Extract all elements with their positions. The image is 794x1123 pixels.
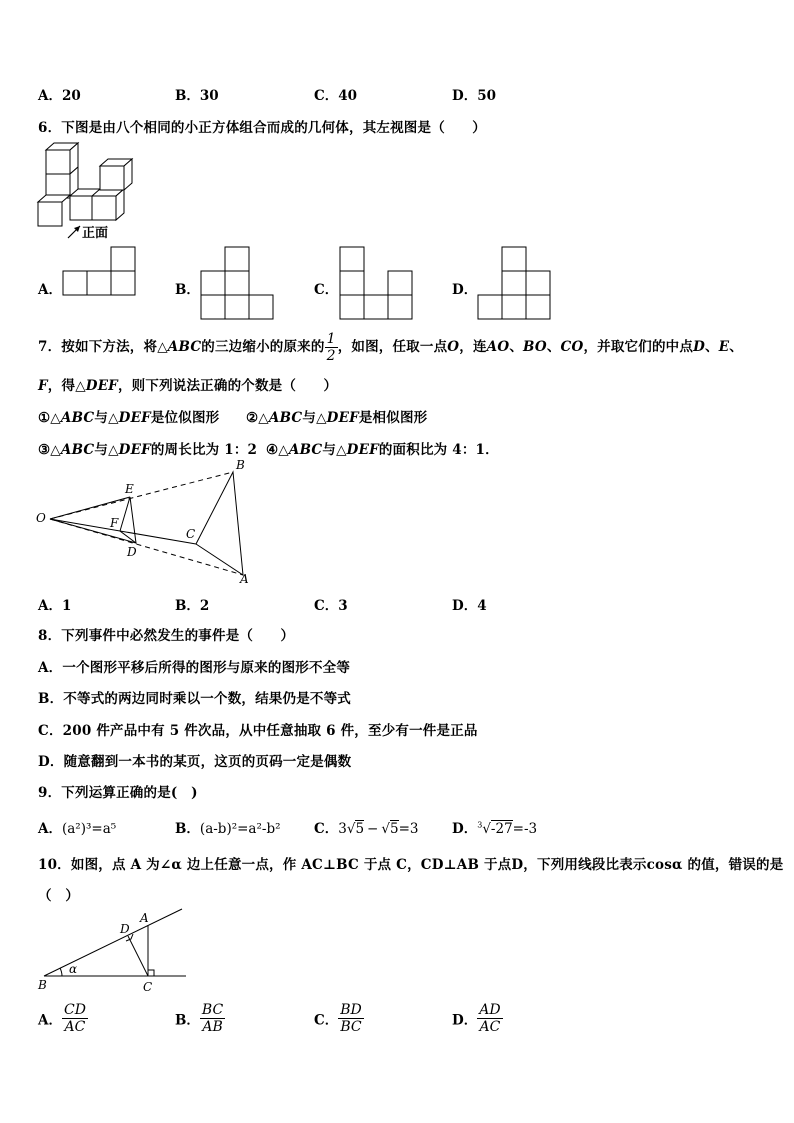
q9-stem: 9．下列运算正确的是( ) bbox=[38, 785, 198, 801]
q7-option-c: C．3 bbox=[314, 598, 348, 614]
q10-option-c: C． $\frac{BD}{BC}$ bbox=[314, 1002, 362, 1035]
q6-view-c bbox=[339, 246, 415, 320]
fraction: $\frac{AD}{AC}$ bbox=[479, 1002, 501, 1035]
fraction: $\frac{BC}{AB}$ bbox=[201, 1002, 224, 1035]
q6-stem: 6．下图是由八个相同的小正方体组合而成的几何体，其左视图是（ ） bbox=[38, 120, 486, 136]
cube bbox=[38, 202, 62, 226]
q5-option-c: C．40 bbox=[314, 88, 358, 104]
cube bbox=[46, 150, 70, 174]
q6-view-b bbox=[200, 246, 276, 320]
point-label-c2: C bbox=[143, 980, 153, 994]
triangle-abc bbox=[196, 472, 243, 575]
fraction: $\frac{BD}{BC}$ bbox=[340, 1002, 362, 1035]
sqrt-symbol: √ bbox=[346, 821, 356, 837]
right-angle-c bbox=[148, 970, 154, 976]
ray-ba bbox=[44, 909, 182, 976]
q6-option-c: C． bbox=[314, 282, 339, 298]
q8-option-b: B．不等式的两边同时乘以一个数，结果仍是不等式 bbox=[38, 691, 352, 707]
q6-view-a bbox=[62, 246, 138, 296]
sqrt-symbol: √ bbox=[482, 821, 491, 837]
q10-stem-line2: （ ） bbox=[38, 888, 80, 904]
q7-statement-4: ④△ABC与△DEF的面积比为 4：1． bbox=[266, 442, 499, 458]
q10-option-d: D． $\frac{AD}{AC}$ bbox=[452, 1002, 501, 1035]
q6-option-d: D． bbox=[452, 282, 478, 298]
angle-alpha-arc bbox=[60, 968, 62, 976]
q7-statement-2: ②△ABC与△DEF是相似图形 bbox=[246, 410, 428, 426]
cube bbox=[70, 196, 94, 220]
point-label-d: D bbox=[127, 545, 137, 559]
segment-cd bbox=[128, 936, 148, 976]
q9-option-d: D．$^3$√-27=-3 bbox=[452, 820, 538, 837]
q10-option-a: A． $\frac{CD}{AC}$ bbox=[38, 1002, 86, 1035]
angle-label-alpha: α bbox=[69, 962, 78, 976]
q6-option-a: A． bbox=[38, 282, 62, 298]
q5-option-a: A．20 bbox=[38, 88, 81, 104]
q10-option-b: B． $\frac{BC}{AB}$ bbox=[175, 1002, 224, 1035]
cube bbox=[46, 174, 70, 198]
q7-option-a: A．1 bbox=[38, 598, 72, 614]
q8-option-d: D．随意翻到一本书的某页，这页的页码一定是偶数 bbox=[38, 754, 352, 770]
q5-option-d: D．50 bbox=[452, 88, 496, 104]
q7-option-b: B．2 bbox=[175, 598, 210, 614]
point-label-e: E bbox=[125, 482, 134, 496]
q8-option-c: C．200 件产品中有 5 件次品，从中任意抽取 6 件，至少有一件是正品 bbox=[38, 723, 478, 739]
point-label-a2: A bbox=[140, 911, 149, 925]
q7-statement-3: ③△ABC与△DEF的周长比为 1：2 bbox=[38, 442, 258, 458]
q7-stem-line1: 7．按如下方法，将△ABC的三边缩小的原来的 $\frac{1}{2}$ ，如图，任取一点O，连AO、BO、CO，并取它们的中点D、E、 bbox=[38, 331, 743, 364]
point-label-b2: B bbox=[38, 978, 47, 992]
point-label-c: C bbox=[186, 527, 196, 541]
point-label-b: B bbox=[236, 458, 245, 472]
q7-statement-1: ①△ABC与△DEF是位似图形 bbox=[38, 410, 220, 426]
q7-figure bbox=[30, 455, 260, 585]
line-od bbox=[50, 519, 136, 543]
sqrt-symbol: √ bbox=[381, 821, 390, 837]
point-label-f: F bbox=[110, 516, 119, 530]
point-label-a: A bbox=[240, 572, 249, 586]
cube-top bbox=[38, 195, 70, 202]
q9-option-c: C．3√5 − √5=3 bbox=[314, 821, 419, 837]
q8-option-a: A．一个图形平移后所得的图形与原来的图形不全等 bbox=[38, 660, 351, 676]
q9-option-b: B．(a-b)²=a²-b² bbox=[175, 821, 281, 837]
q7-option-d: D．4 bbox=[452, 598, 487, 614]
q6-front-label: 正面 bbox=[82, 226, 109, 241]
q5-option-b: B．30 bbox=[175, 88, 219, 104]
q7-stem-line2: F，得△DEF，则下列说法正确的个数是（ ） bbox=[38, 378, 338, 394]
point-label-o: O bbox=[36, 511, 46, 525]
point-label-d2: D bbox=[120, 922, 130, 936]
cube bbox=[92, 196, 116, 220]
q6-option-b: B． bbox=[175, 282, 200, 298]
q6-view-d bbox=[477, 246, 553, 320]
q10-figure bbox=[36, 905, 196, 985]
fraction: $\frac{CD}{AC}$ bbox=[63, 1002, 86, 1035]
q10-stem: 10．如图，点 A 为∠α 边上任意一点，作 AC⊥BC 于点 C，CD⊥AB 于点D，下列用线段比表示cosα 的值，错误的是 bbox=[38, 857, 784, 873]
fraction-one-half: $\frac{1}{2}$ bbox=[326, 331, 336, 364]
q8-stem: 8．下列事件中必然发生的事件是（ ） bbox=[38, 628, 295, 644]
cube bbox=[100, 166, 124, 190]
triangle-def bbox=[120, 497, 136, 543]
q9-option-a: A．(a²)³=a⁵ bbox=[38, 821, 117, 837]
